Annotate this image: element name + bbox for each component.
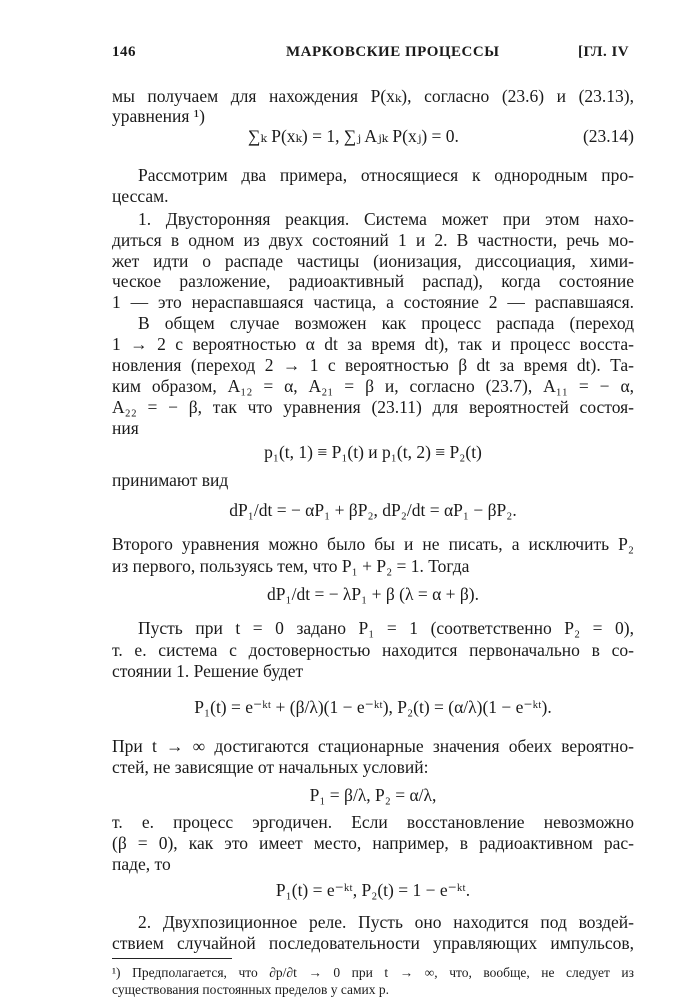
text-line: стей, не зависящие от начальных условий: xyxy=(112,757,429,777)
text-line: паде, то xyxy=(112,854,171,874)
equation: dP₁/dt = − λP₁ + β (λ = α + β). xyxy=(267,584,479,604)
text-line: ствием случайной последовательности управляющих импульсов, xyxy=(112,933,634,953)
running-title: МАРКОВСКИЕ ПРОЦЕССЫ xyxy=(286,44,500,60)
text-line: Второго уравнения можно было бы и не писать, а исключить P₂ xyxy=(112,534,634,554)
text-line: цессам. xyxy=(112,186,169,206)
equation: P₁(t) = e⁻ᵏᵗ, P₂(t) = 1 − e⁻ᵏᵗ. xyxy=(275,880,471,900)
equation: p₁(t, 1) ≡ P₁(t) и p₁(t, 2) ≡ P₂(t) xyxy=(264,442,482,462)
text-line: A₂₂ = − β, так что уравнения (23.11) для вероятностей состоя- xyxy=(112,397,634,417)
text-line: т. е. система с достоверностью находится первоначально в со- xyxy=(112,640,634,660)
footnote-line: ¹) Предполагается, что ∂p/∂t → 0 при t → ∞, что, вообще, не следует из xyxy=(112,965,634,980)
text-line: новления (переход 2 → 1 с вероятностью β dt за время dt). Та- xyxy=(112,355,634,375)
example-1-heading-line: 1. Двусторонняя реакция. Система может при этом нахо- xyxy=(138,209,634,229)
example-2-heading-line: 2. Двухпозиционное реле. Пусть оно находится под воздей- xyxy=(138,912,634,932)
text-line: принимают вид xyxy=(112,470,229,490)
text-line: ния xyxy=(112,418,139,438)
text-line: из первого, пользуясь тем, что P₁ + P₂ = 1. Тогда xyxy=(112,556,470,576)
equation: dP₁/dt = − αP₁ + βP₂, dP₂/dt = αP₁ − βP₂. xyxy=(229,500,517,520)
text-line: ким образом, A₁₂ = α, A₂₁ = β и, согласно (23.7), A₁₁ = − α, xyxy=(112,376,634,396)
text-line: уравнения ¹) xyxy=(112,106,205,126)
equation-23-14: ∑ₖ P(xₖ) = 1, ∑ⱼ Aⱼₖ P(xⱼ) = 0. xyxy=(248,126,459,146)
chapter-label: [ГЛ. IV xyxy=(578,44,630,60)
text-line: диться в одном из двух состояний 1 и 2. В частности, речь мо- xyxy=(112,230,634,250)
equation: P₁ = β/λ, P₂ = α/λ, xyxy=(309,785,437,805)
text-line: стоянии 1. Решение будет xyxy=(112,661,304,681)
equation-number: (23.14) xyxy=(582,126,634,146)
text-line: В общем случае возможен как процесс распада (переход xyxy=(138,313,634,333)
text-line: Пусть при t = 0 задано P₁ = 1 (соответственно P₂ = 0), xyxy=(138,618,634,638)
text-line: т. е. процесс эргодичен. Если восстановление невозможно xyxy=(112,812,634,832)
text-line: мы получаем для нахождения P(xₖ), согласно (23.6) и (23.13), xyxy=(112,86,634,106)
text-line: (β = 0), как это имеет место, например, в радиоактивном рас- xyxy=(112,833,634,853)
footnote-rule xyxy=(112,958,232,959)
text-line: 1 — это нераспавшаяся частица, а состояние 2 — распавшаяся. xyxy=(112,292,634,312)
text-line: Рассмотрим два примера, относящиеся к однородным про- xyxy=(138,165,634,185)
text-line: 1 → 2 с вероятностью α dt за время dt), так и процесс восста- xyxy=(112,334,634,354)
page-number: 146 xyxy=(112,44,136,60)
footnote-line: существования постоянных пределов у самих p. xyxy=(112,982,389,997)
text-line: При t → ∞ достигаются стационарные значения обеих вероятно- xyxy=(112,736,634,756)
text-line: ческое разложение, радиоактивный распад), когда состояние xyxy=(112,271,634,291)
equation: P₁(t) = e⁻ᵏᵗ + (β/λ)(1 − e⁻ᵏᵗ), P₂(t) = (α/λ)(1 − e⁻ᵏᵗ). xyxy=(194,697,552,717)
text-line: жет идти о распаде частицы (ионизация, диссоциация, хими- xyxy=(112,251,634,271)
